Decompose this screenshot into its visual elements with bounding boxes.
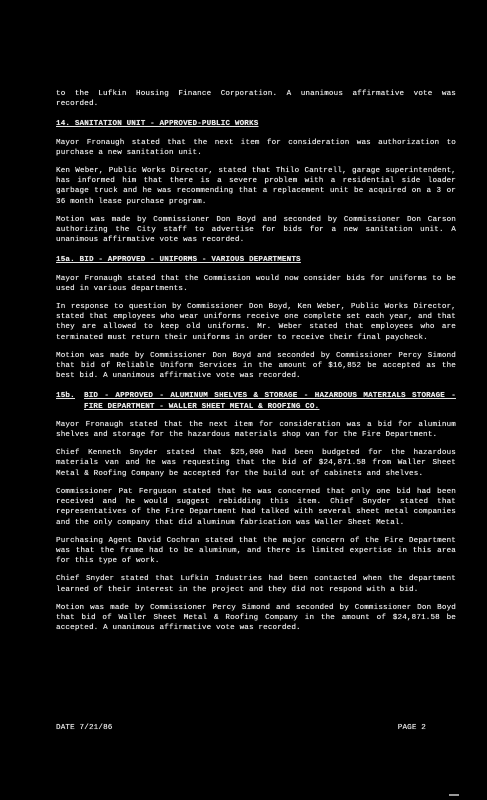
section-14-heading: 14. SANITATION UNIT - APPROVED-PUBLIC WORKS (56, 120, 259, 129)
footer-page-number: PAGE 2 (397, 724, 426, 732)
scan-artifact-mark (449, 794, 459, 796)
section-15b-paragraph-1: Mayor Fronaugh stated that the next item for consideration was a bid for aluminum shelves and storage for the hazardous materials shop van for the Fire Department. (56, 420, 456, 440)
section-15b-paragraph-6: Motion was made by Commissioner Percy Simond and seconded by Commissioner Don Boyd that bid of Waller Sheet Metal & Roofing Company in the amount of $24,871.58 be accepted. A unanimous affirmative vote was recorded. (56, 603, 456, 633)
section-15b-number: 15b. (56, 392, 75, 401)
section-14-paragraph-3: Motion was made by Commissioner Don Boyd and seconded by Commissioner Don Carson authorizing the City staff to advertise for bids for a new sanitation unit. A unanimous affirmative vote was recorded. (56, 215, 456, 245)
section-15b-paragraph-2: Chief Kenneth Snyder stated that $25,000 had been budgeted for the hazardous materials van and he was requesting that the bid of $24,871.58 from Waller Sheet Metal & Roofing Company be accepted for the build out of cabinets and shelves. (56, 449, 456, 478)
section-15b-paragraph-3: Commissioner Pat Ferguson stated that he was concerned that only one bid had been received and he would suggest rebidding this item. Chief Snyder stated that representatives of the Fire Department had talked with several sheet metal companies and the only company that did aluminum fabrication was Waller Sheet Metal. (56, 487, 456, 527)
page-footer (56, 724, 426, 732)
section-15a-paragraph-1: Mayor Fronaugh stated that the Commission would now consider bids for uniforms to be used in various departments. (56, 274, 456, 293)
section-15a-paragraph-2: In response to question by Commissioner Don Boyd, Ken Weber, Public Works Director, stated that employees who wear uniforms receive one complete set each year, and that they are allowed to keep old uniforms. Mr. Weber stated that employees who are terminated must return their uniforms in order to receive their final paycheck. (56, 303, 456, 342)
section-15a-heading: 15a. BID - APPROVED - UNIFORMS - VARIOUS DEPARTMENTS (56, 256, 301, 265)
section-15b-paragraph-4: Purchasing Agent David Cochran stated that the major concern of the Fire Department was that the frame had to be aluminum, and there is limited expertise in this area for this type of work. (56, 536, 456, 566)
intro-paragraph: to the Lufkin Housing Finance Corporation. A unanimous affirmative vote was recorded. (56, 90, 456, 109)
footer-date: DATE 7/21/86 (56, 724, 113, 732)
section-14-paragraph-1: Mayor Fronaugh stated that the next item for consideration was authorization to purchase a new sanitation unit. (56, 138, 456, 157)
section-15b-heading (56, 391, 456, 411)
document-page (56, 89, 456, 633)
section-15b-title: BID - APPROVED - ALUMINUM SHELVES & STORAGE - HAZARDOUS MATERIALS STORAGE - FIRE DEPARTMENT - WALLER SHEET METAL & ROOFING CO. (84, 392, 456, 411)
section-15a-paragraph-3: Motion was made by Commissioner Don Boyd and seconded by Commissioner Percy Simond that bid of Reliable Uniform Services in the amount of $16,852 be accepted as the best bid. A unanimous affirmative vote was recorded. (56, 351, 456, 381)
section-15b-paragraph-5: Chief Snyder stated that Lufkin Industries had been contacted when the department learned of their interest in the project and they did not respond with a bid. (56, 575, 456, 594)
section-14-paragraph-2: Ken Weber, Public Works Director, stated that Thilo Cantrell, garage superintendent, has informed him that there is a severe problem with a residential side loader garbage truck and he was recommending that a replacement unit be acquired on a 3 or 36 month lease purchase program. (56, 167, 456, 206)
